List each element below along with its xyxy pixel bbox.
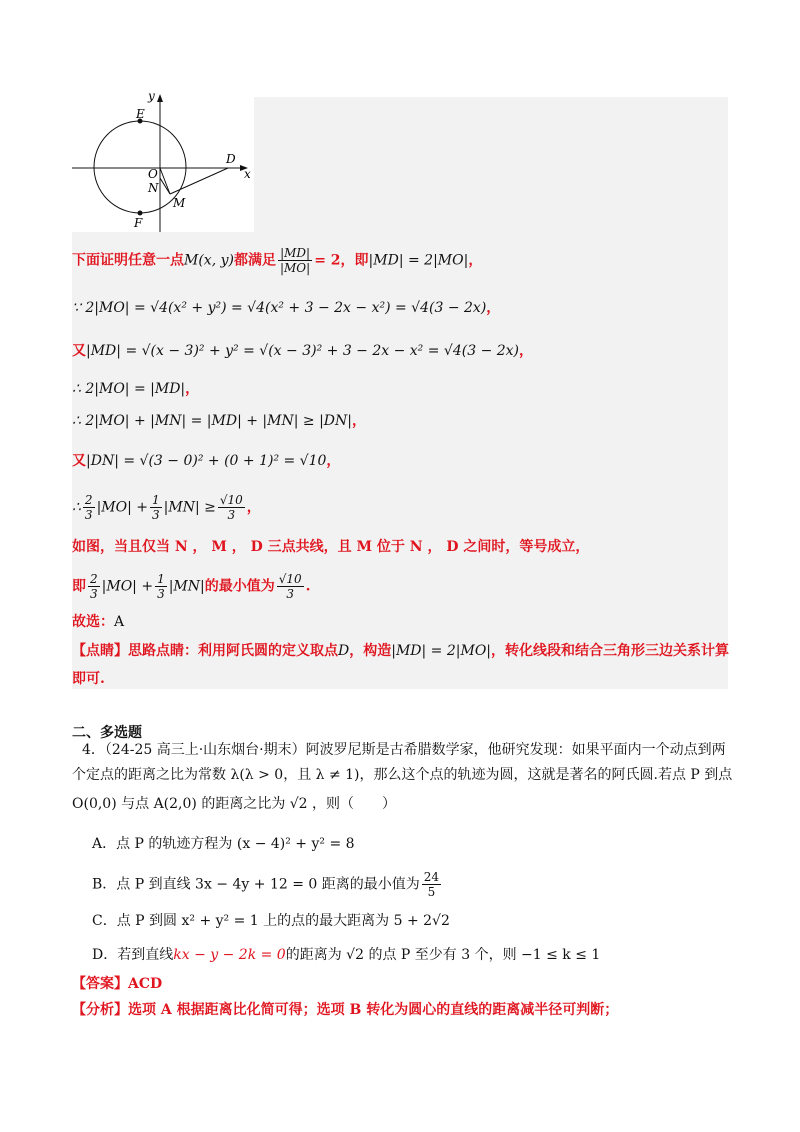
- chosen-answer: A: [114, 614, 125, 630]
- text: 下面证明任意一点: [72, 252, 184, 269]
- section-title: 二、多选题: [72, 725, 142, 741]
- fraction-numerator: |MD|: [278, 246, 312, 261]
- math-expression: |MO| +: [96, 499, 148, 516]
- math-expression: ∴ 2|MO| = |MD|: [72, 381, 186, 397]
- highlight-expression: kx − y − 2k = 0: [173, 947, 286, 963]
- text: ，: [486, 300, 501, 316]
- math-point-D: D: [338, 643, 350, 659]
- math-expression: |MD| = 2|MO|: [368, 252, 469, 269]
- label-O: O: [148, 167, 158, 181]
- analysis-text: 选项 A 根据距离比化简可得；选项 B 转化为圆心的直线的距离减半径可判断；: [128, 1002, 619, 1018]
- option-b: [92, 870, 443, 899]
- analysis-tag: 【分析】: [72, 1002, 128, 1018]
- question-line-1: 4．（24-25 高三上·山东烟台·期末）阿波罗尼斯是古希腊数学家，他研究发现：如果平面内一个动点到两: [82, 742, 726, 758]
- text: ，: [351, 413, 366, 429]
- answer-tag: 【答案】: [72, 976, 128, 992]
- solution-line-1: [72, 246, 482, 275]
- solution-line-8: [72, 537, 589, 557]
- math-expression: |DN| = √(3 − 0)² + (0 + 1)² = √10: [86, 453, 327, 469]
- text: ，转化线段和结合三角形三边关系计算: [491, 643, 730, 659]
- text: ，: [519, 343, 534, 359]
- fraction: [155, 572, 167, 601]
- analysis-line: [72, 1000, 618, 1020]
- fraction-denominator: 3: [84, 508, 93, 522]
- text: 又: [72, 453, 86, 469]
- math-point-M: M(x, y): [184, 252, 234, 269]
- fraction-numerator: 2: [90, 572, 98, 586]
- geometry-diagram: [72, 86, 254, 232]
- question-line-3: O(0,0) 与点 A(2,0) 的距离之比为 √2 ，则（ ）: [72, 796, 397, 812]
- text: = 2，即: [314, 252, 369, 269]
- solution-line-12: [72, 669, 105, 689]
- answer-value: ACD: [128, 976, 163, 992]
- point-F: [138, 211, 143, 216]
- question-line-2: 个定点的距离之比为常数 λ(λ > 0，且 λ ≠ 1)，那么这个点的轨迹为圆，这就是著名的阿氏圆.若点 P 到点: [72, 767, 733, 783]
- text: ∴: [72, 499, 81, 516]
- fraction-denominator: 3: [157, 587, 165, 601]
- solution-line-11: [72, 641, 729, 661]
- option-c: C．点 P 到圆 x² + y² = 1 上的点的最大距离为 5 + 2√2: [92, 913, 450, 929]
- text: 思路点睛：利用阿氏圆的定义取点: [128, 643, 338, 659]
- text: B．点 P 到直线 3x − 4y + 12 = 0 距离的最小值为: [92, 876, 420, 893]
- text: ，: [185, 381, 200, 397]
- option-d: [92, 945, 600, 965]
- math-expression: |MD| = 2|MO|: [391, 643, 492, 659]
- math-expression: |MD| = √(x − 3)² + y² = √(x − 3)² + 3 − 2x − x² = √4(3 − 2x): [86, 343, 520, 359]
- label-y: y: [148, 89, 155, 103]
- fraction-denominator: 3: [90, 587, 98, 601]
- solution-line-9: [72, 572, 311, 601]
- solution-line-10: [72, 612, 124, 632]
- solution-line-7: [72, 493, 261, 522]
- text: 都满足: [233, 252, 276, 269]
- text: 的距离为 √2 的点 P 至少有 3 个，则 −1 ≤ k ≤ 1: [285, 947, 601, 963]
- text: D．若到直线: [92, 947, 174, 963]
- math-expression: ∵ 2|MO| = √4(x² + y²) = √4(x² + 3 − 2x − x²) = √4(3 − 2x): [72, 300, 487, 316]
- fraction-denominator: 3: [152, 508, 160, 522]
- label-M: M: [173, 196, 186, 210]
- math-expression: |MO| +: [101, 578, 154, 595]
- option-a: A．点 P 的轨迹方程为 (x − 4)² + y² = 8: [92, 836, 355, 852]
- fraction-numerator: √10: [278, 572, 302, 586]
- label-N: N: [148, 181, 159, 195]
- circle-figure: [72, 86, 254, 232]
- tip-tag: 【点睛】: [72, 643, 128, 659]
- math-expression: |MN| ≥: [163, 499, 216, 516]
- solution-line-4: [72, 379, 199, 399]
- label-E: E: [136, 107, 145, 121]
- fraction-denominator: 3: [227, 508, 236, 522]
- solution-line-2: [72, 298, 500, 318]
- fraction-denominator: |MO|: [279, 261, 311, 275]
- text: ，: [468, 252, 483, 269]
- text: 即: [72, 578, 86, 595]
- fraction-numerator: √10: [219, 493, 243, 507]
- text: .: [305, 578, 311, 595]
- fraction: [277, 572, 304, 601]
- fraction: [150, 493, 162, 522]
- fraction: [278, 246, 312, 275]
- label-D: D: [226, 152, 236, 166]
- fraction-denominator: 5: [427, 885, 436, 899]
- y-axis-arrow: [157, 94, 163, 102]
- math-expression: |MN|: [168, 578, 205, 595]
- solution-line-5: [72, 411, 366, 431]
- segment-DM: [170, 168, 228, 194]
- text: 又: [72, 343, 86, 359]
- math-expression: ∴ 2|MO| + |MN| = |MD| + |MN| ≥ |DN|: [72, 413, 352, 429]
- fraction: [218, 493, 245, 522]
- fraction-denominator: 3: [286, 587, 295, 601]
- fraction: [88, 572, 100, 601]
- choose-label: 故选：: [72, 614, 114, 630]
- text: 如图，当且仅当 N ， M ， D 三点共线，且 M 位于 N ， D 之间时，等号成立，: [72, 539, 590, 555]
- text: 即可.: [72, 671, 105, 687]
- label-F: F: [134, 216, 143, 230]
- text: 的最小值为: [204, 578, 275, 595]
- fraction: [422, 870, 441, 899]
- fraction: [83, 493, 95, 522]
- answer-line: [72, 974, 162, 994]
- fraction-numerator: 24: [423, 870, 440, 884]
- text: ，: [326, 453, 341, 469]
- text: ，: [246, 499, 261, 516]
- label-x: x: [244, 167, 251, 181]
- fraction-numerator: 2: [84, 493, 93, 507]
- fraction-numerator: 1: [152, 493, 160, 507]
- text: ，构造: [349, 643, 392, 659]
- fraction-numerator: 1: [157, 572, 165, 586]
- solution-line-3: [72, 341, 533, 361]
- solution-line-6: [72, 451, 340, 471]
